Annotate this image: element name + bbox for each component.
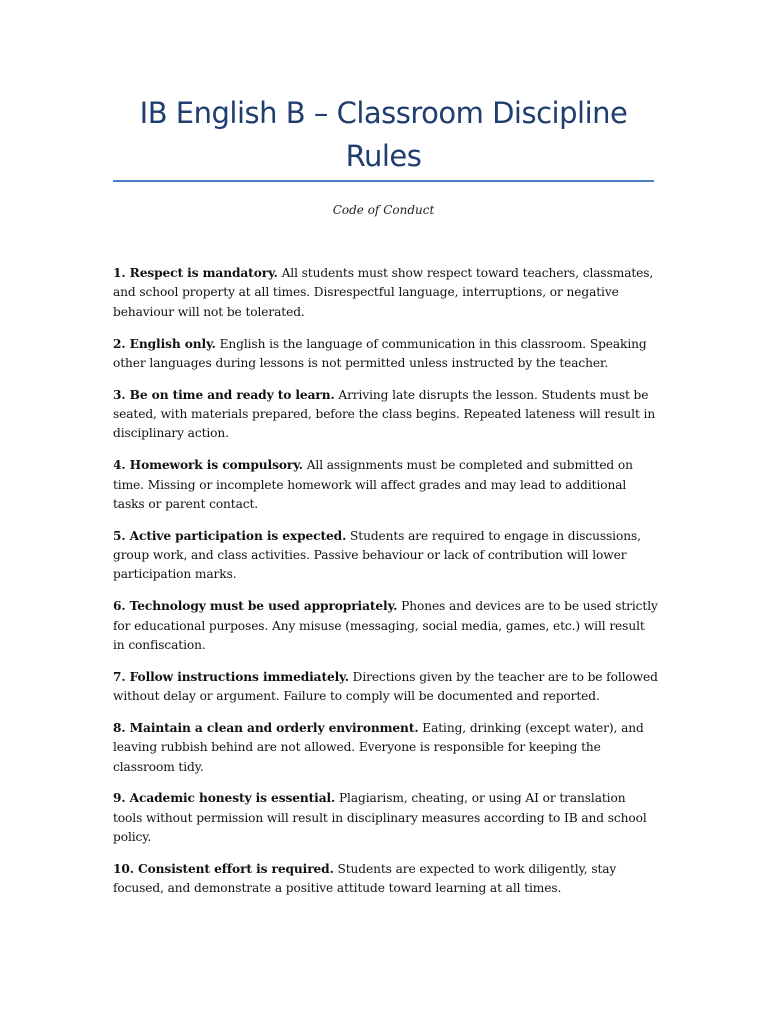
rule-item	[113, 860, 658, 899]
document-subtitle: Code of Conduct	[332, 203, 435, 217]
rule-heading: 3. Be on time and ready to learn.	[113, 387, 335, 402]
rule-text: Phones and devices are to be used strictly for educational purposes. Any misuse (messaging, social media, games, etc.) will result in confiscation.	[113, 599, 658, 652]
rules-list	[113, 264, 658, 911]
rule-text: Eating, drinking (except water), and leaving rubbish behind are not allowed. Everyone is responsible for keeping the classroom tidy.	[113, 720, 644, 774]
rule-text: Directions given by the teacher are to be followed without delay or argument. Failure to comply will be documented and reported.	[113, 669, 658, 704]
rule-heading: 7. Follow instructions immediately.	[113, 669, 349, 684]
rule-text: All students must show respect toward teachers, classmates, and school property at all times. Disrespectful language, interruptions, or negative behaviour will not be tolerated.	[113, 266, 654, 319]
rule-item	[113, 264, 658, 322]
title-underline-divider	[113, 180, 654, 182]
rule-item	[113, 335, 658, 374]
rule-item	[113, 386, 658, 444]
rule-item	[113, 789, 658, 847]
rule-item	[113, 527, 658, 585]
rule-heading: 2. English only.	[113, 336, 216, 351]
document-title: IB English B – Classroom Discipline Rules	[139, 96, 628, 173]
rule-heading: 6. Technology must be used appropriately.	[113, 599, 398, 614]
rule-item	[113, 719, 658, 777]
rule-text: Arriving late disrupts the lesson. Students must be seated, with materials prepared, before the class begins. Repeated lateness will result in disciplinary action.	[113, 387, 656, 441]
rule-item	[113, 668, 658, 707]
rule-heading: 10. Consistent effort is required.	[113, 861, 334, 876]
rule-item	[113, 597, 658, 655]
rule-heading: 1. Respect is mandatory.	[113, 266, 278, 280]
rule-item	[113, 456, 658, 514]
rule-text: English is the language of communication in this classroom. Speaking other languages during lessons is not permitted unless instructed by the teacher.	[113, 336, 647, 370]
rule-heading: 5. Active participation is expected.	[113, 528, 347, 543]
rule-text: Students are required to engage in discussions, group work, and class activities. Passive behaviour or lack of contribution will lower participation marks.	[113, 528, 641, 582]
rule-text: Students are expected to work diligently, stay focused, and demonstrate a positive attitude toward learning at all times.	[113, 861, 617, 896]
rule-heading: 9. Academic honesty is essential.	[113, 791, 336, 806]
rule-text: All assignments must be completed and submitted on time. Missing or incomplete homework will affect grades and may lead to additional tasks or parent contact.	[113, 458, 633, 511]
rule-heading: 4. Homework is compulsory.	[113, 458, 303, 473]
rule-text: Plagiarism, cheating, or using AI or translation tools without permission will result in disciplinary measures according to IB and school policy.	[113, 791, 647, 845]
rule-heading: 8. Maintain a clean and orderly environment.	[113, 720, 419, 735]
